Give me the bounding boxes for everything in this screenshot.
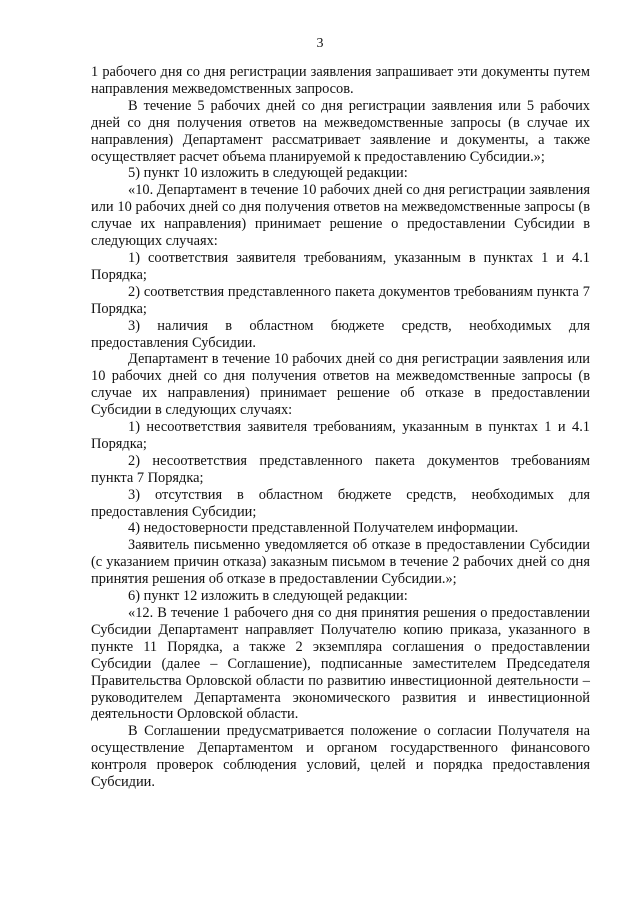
paragraph: 1) несоответствия заявителя требованиям, указанным в пунктах 1 и 4.1 Порядка; <box>91 419 590 452</box>
paragraph: «10. Департамент в течение 10 рабочих дней со дня регистрации заявления или 10 рабочих дней со дня получения ответов на межведомственные запросы (в случае их направления) принимает решение о предоставлении Субсидии в следующих случаях: <box>91 182 590 250</box>
paragraph: 2) несоответствия представленного пакета документов требованиям пункта 7 Порядка; <box>91 452 590 486</box>
paragraph: 5) пункт 10 изложить в следующей редакции: <box>128 165 408 182</box>
paragraph: 6) пункт 12 изложить в следующей редакции: <box>128 588 408 605</box>
paragraph: 2) соответствия представленного пакета документов требованиям пункта 7 Порядка; <box>91 283 590 317</box>
paragraph: 3) наличия в областном бюджете средств, необходимых для предоставления Субсидии. <box>91 317 590 351</box>
paragraph: 1 рабочего дня со дня регистрации заявления запрашивает эти документы путем направления межведомственных запросов. <box>91 64 590 97</box>
page-number: 3 <box>316 36 324 51</box>
paragraph: Департамент в течение 10 рабочих дней со дня регистрации заявления или 10 рабочих дней со дня получения ответов на межведомственные запросы (в случае их направления) принимает решение об отказе в предоставлении Субсидии в следующих случаях: <box>91 351 590 419</box>
paragraph: Заявитель письменно уведомляется об отказе в предоставлении Субсидии (с указанием причин отказа) заказным письмом в течение 2 рабочих дней со дня принятия решения об отказе в предоставлении Субсидии.»; <box>91 537 590 588</box>
paragraph: В течение 5 рабочих дней со дня регистрации заявления или 5 рабочих дней со дня получения ответов на межведомственные запросы (в случае их направления) Департамент рассматривает заявление и документы, а также осуществляет расчет объема планируемой к предоставлению Субсидии.»; <box>91 97 590 165</box>
paragraph: В Соглашении предусматривается положение о согласии Получателя на осуществление Департаментом и органом государственного финансового контроля проверок соблюдения условий, целей и порядка предоставления Субсидии. <box>91 723 590 791</box>
paragraph: 3) отсутствия в областном бюджете средств, необходимых для предоставления Субсидии; <box>91 486 590 520</box>
paragraph: 4) недостоверности представленной Получателем информации. <box>128 520 519 537</box>
document-body <box>91 64 590 791</box>
paragraph: 1) соответствия заявителя требованиям, указанным в пунктах 1 и 4.1 Порядка; <box>91 249 590 283</box>
paragraph: «12. В течение 1 рабочего дня со дня принятия решения о предоставлении Субсидии Департамент направляет Получателю копию приказа, указанного в пункте 11 Порядка, а также 2 экземпляра соглашения о предоставлении Субсидии (далее – Соглашение), подписанные заместителем Председателя Правительства Орловской области по развитию инвестиционной деятельности – руководителем Департамента экономического развития и инвестиционной деятельности Орловской области. <box>91 605 590 723</box>
